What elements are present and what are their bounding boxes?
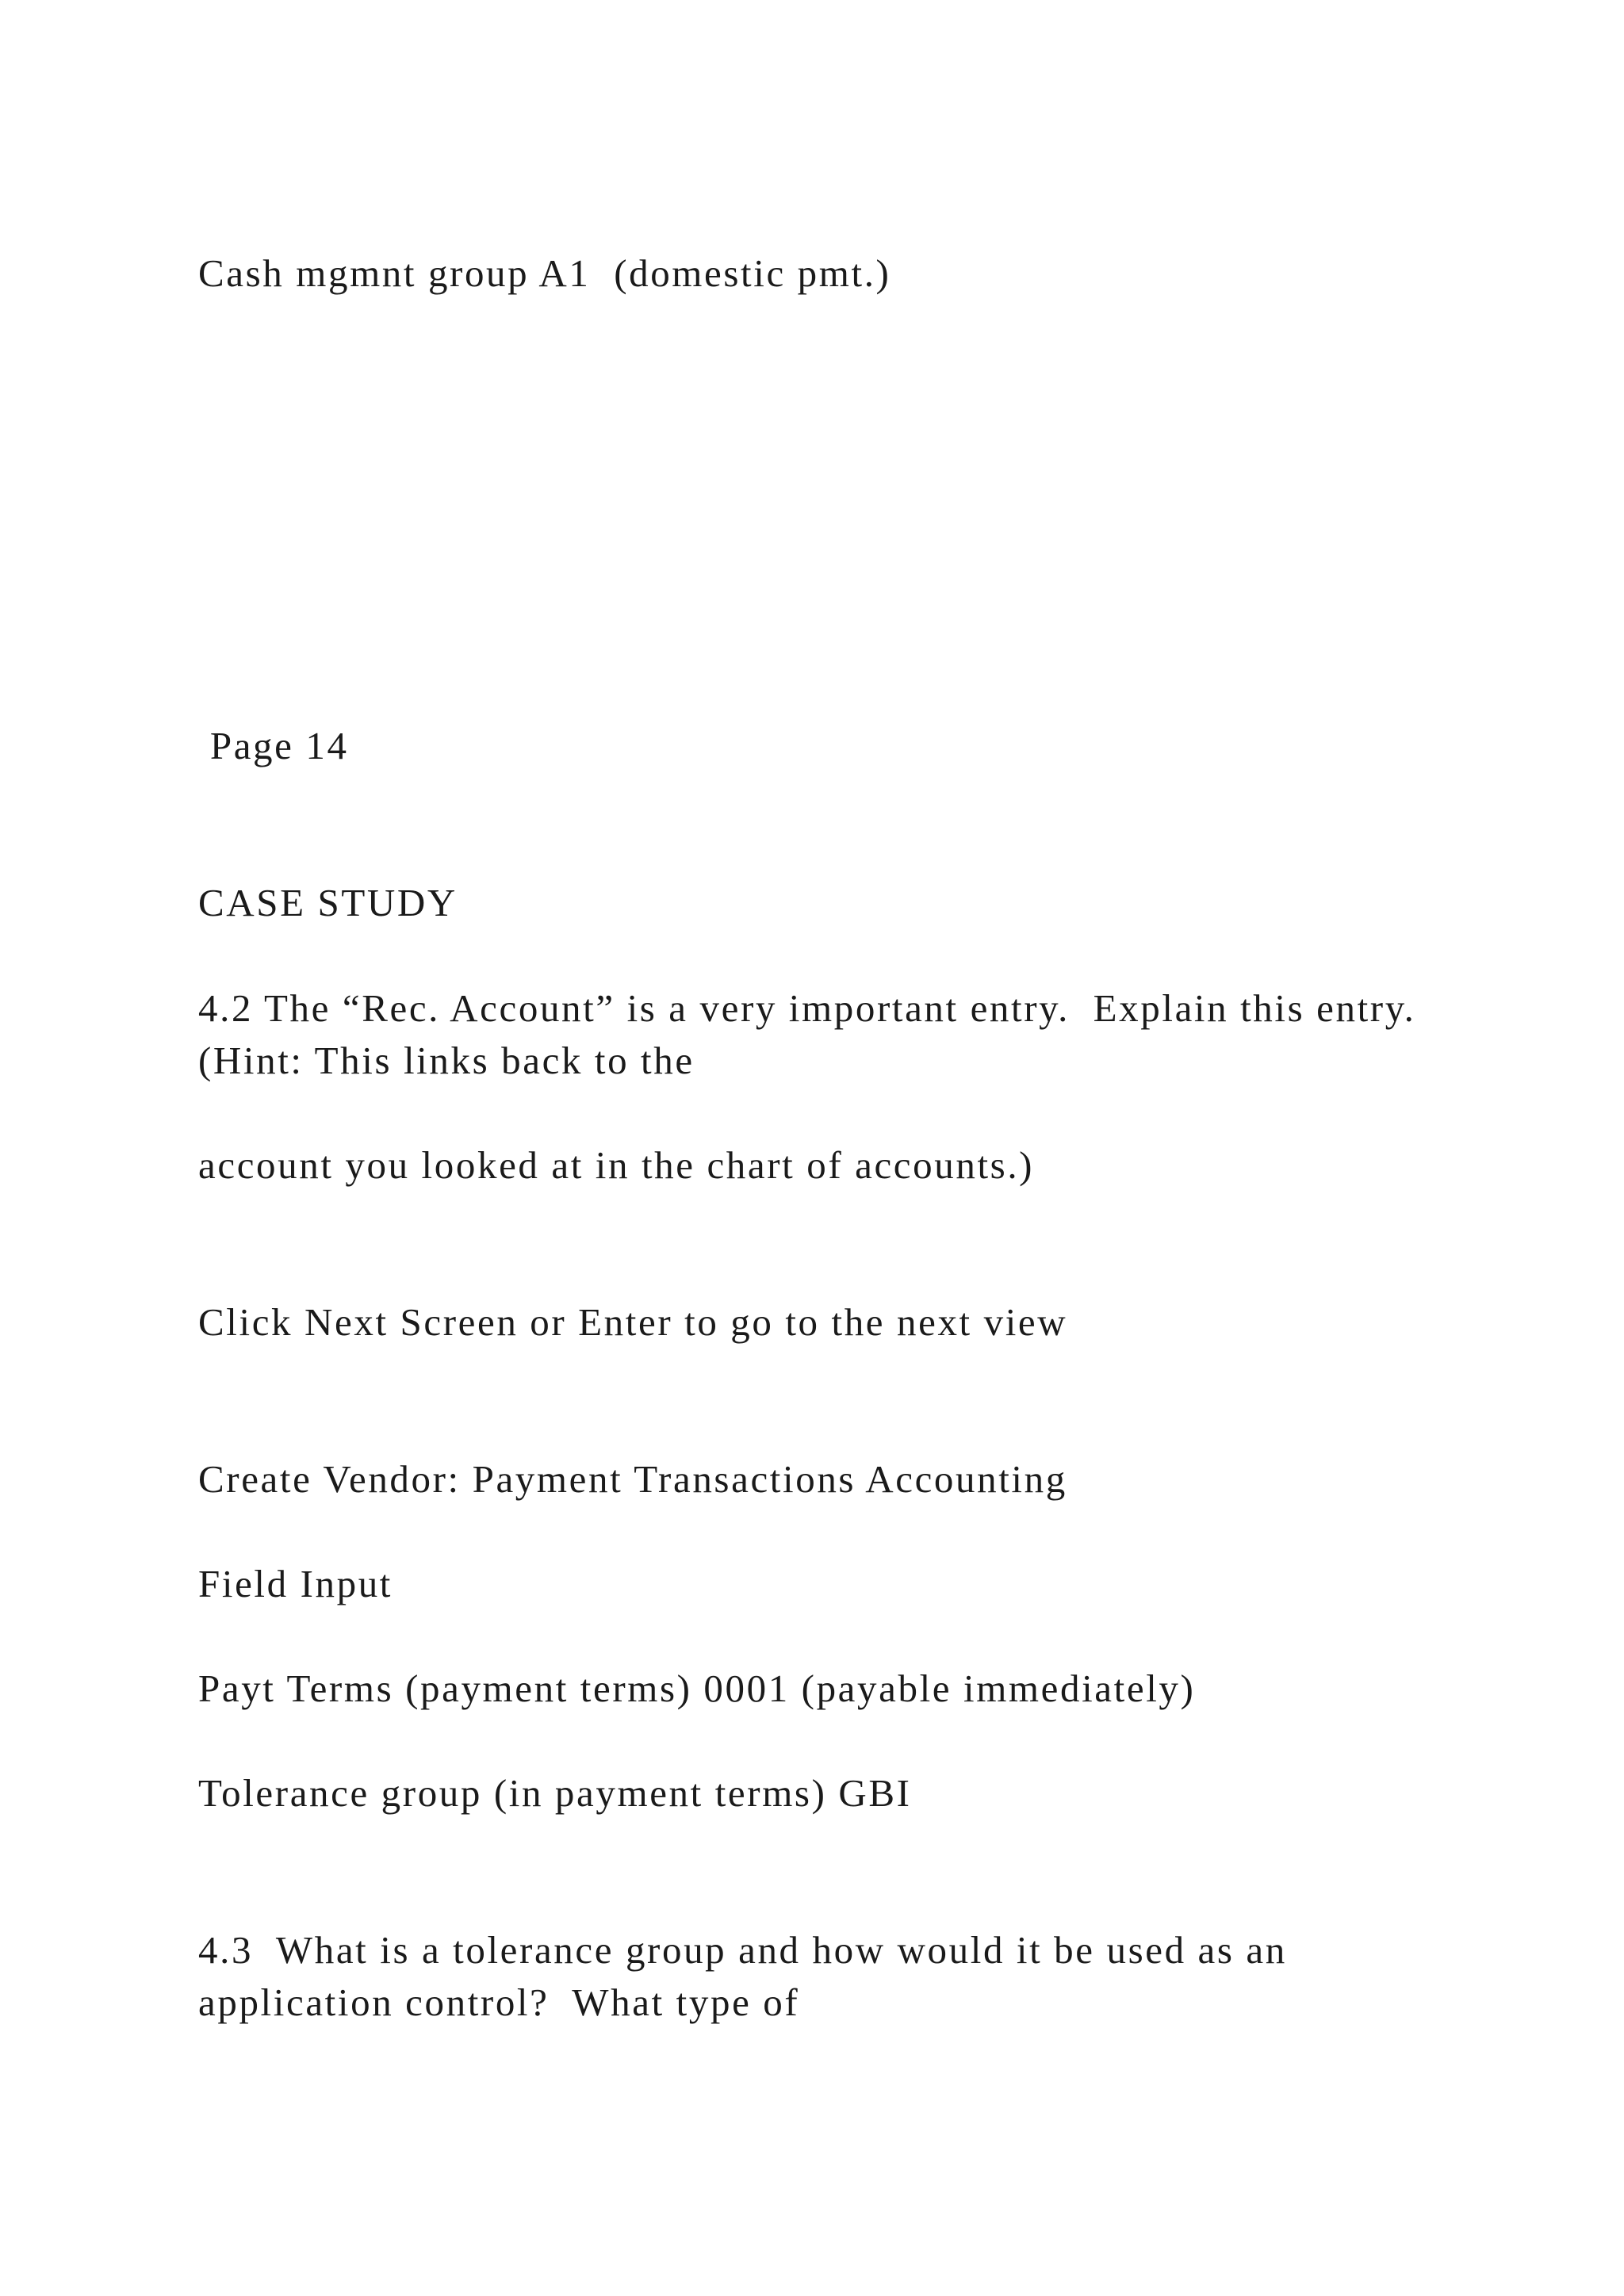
question-4-3-text: 4.3 What is a tolerance group and how would it be used as an application control? What type of bbox=[198, 1928, 1299, 2024]
next-screen-instruction: Click Next Screen or Enter to go to the next view bbox=[198, 1300, 1068, 1344]
question-4-2-continuation: account you looked at in the chart of accounts.) bbox=[198, 1143, 1035, 1187]
page-number: Page 14 bbox=[198, 724, 349, 767]
create-vendor-heading: Create Vendor: Payment Transactions Accounting bbox=[198, 1457, 1067, 1501]
question-4-2-text: 4.2 The “Rec. Account” is a very important entry. Explain this entry. (Hint: This links back to the bbox=[198, 986, 1440, 1082]
payment-terms-line: Payt Terms (payment terms) 0001 (payable immediately) bbox=[198, 1667, 1196, 1710]
cash-management-group-line: Cash mgmnt group A1 (domestic pmt.) bbox=[198, 251, 891, 295]
field-input-label: Field Input bbox=[198, 1562, 393, 1605]
tolerance-group-line: Tolerance group (in payment terms) GBI bbox=[198, 1771, 912, 1815]
case-study-heading: CASE STUDY bbox=[198, 881, 458, 924]
